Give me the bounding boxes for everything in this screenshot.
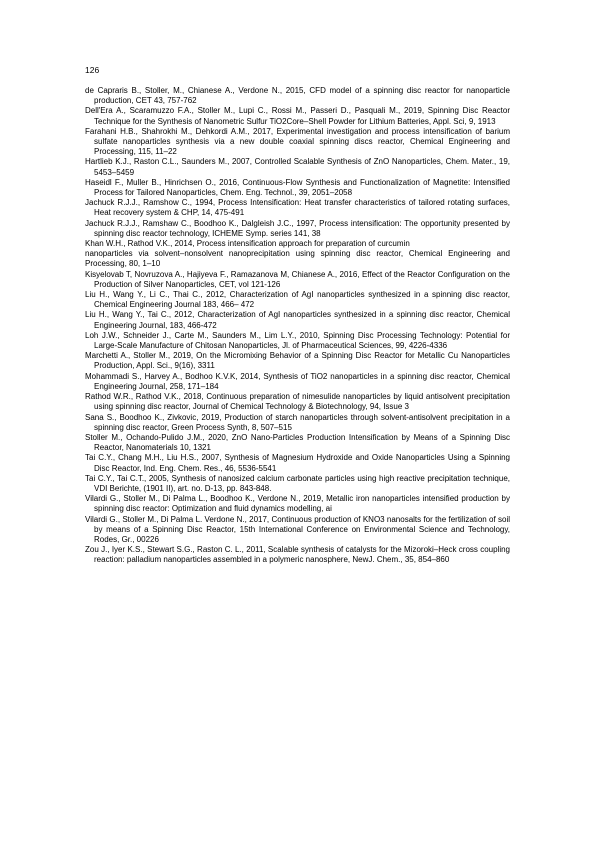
- reference-entry: Liu H., Wang Y., Li C., Thai C., 2012, Characterization of AgI nanoparticles synthesized in a spinning disc reactor, Chemical Engineering Journal 183, 466– 472: [85, 290, 510, 310]
- reference-entry: Stoller M., Ochando-Pulido J.M., 2020, ZnO Nano-Particles Production Intensification by Means of a Spinning Disc Reactor, Nanomaterials 10, 1321: [85, 432, 510, 453]
- reference-entry: Marchetti A., Stoller M., 2019, On the Micromixing Behavior of a Spinning Disc Reactor for Metallic Cu Nanoparticles Production, Appl. Sci., 9(16), 3311: [85, 351, 510, 371]
- reference-list: [85, 86, 510, 566]
- reference-entry: Rathod W.R., Rathod V.K., 2018, Continuous preparation of nimesulide nanoparticles by liquid antisolvent precipitation using spinning disc reactor, Journal of Chemical Technology & Biotechnology, 94, Issue 3: [85, 392, 510, 412]
- reference-entry: de Capraris B., Stoller, M., Chianese A., Verdone N., 2015, CFD model of a spinning disc reactor for nanoparticle production, CET 43, 757-762: [85, 86, 510, 106]
- reference-entry: nanoparticles via solvent–nonsolvent nanoprecipitation using spinning disc reactor, Chemical Engineering and Processing, 80, 1–10: [85, 249, 510, 269]
- reference-entry: Liu H., Wang Y., Tai C., 2012, Characterization of AgI nanoparticles synthesized in a spinning disc reactor, Chemical Engineering Journal, 183, 466-472: [85, 310, 510, 330]
- reference-entry: Sana S., Boodhoo K., Zivkovic, 2019, Production of starch nanoparticles through solvent-antisolvent precipitation in a spinning disc reactor, Green Process Synth, 8, 507–515: [85, 412, 510, 432]
- reference-entry: Hartlieb K.J., Raston C.L., Saunders M., 2007, Controlled Scalable Synthesis of ZnO Nanoparticles, Chem. Mater., 19, 5453–5459: [85, 157, 510, 177]
- reference-entry: Vilardi G., Stoller M., Di Palma L. Verdone N., 2017, Continuous production of KNO3 nanosalts for the fertilization of soil by means of a Spinning Disc Reactor, 15th International Conference on Environmental Science and Technology, Rodes, Gr., 00226: [85, 514, 510, 544]
- reference-entry: Zou J., Iyer K.S., Stewart S.G., Raston C. L., 2011, Scalable synthesis of catalysts for the Mizoroki–Heck cross coupling reaction: palladium nanoparticles assembled in a polymeric nanosphere, NewJ. Chem., 35, 854–860: [85, 545, 510, 565]
- reference-entry: Haseidl F., Muller B., Hinrichsen O., 2016, Continuous-Flow Synthesis and Functionalization of Magnetite: Intensified Process for Tailored Nanoparticles, Chem. Eng. Technol., 39, 2051–2058: [85, 177, 510, 198]
- reference-entry: Loh J.W., Schneider J., Carte M., Saunders M., Lim L.Y., 2010, Spinning Disc Processing Technology: Potential for Large-Scale Manufacture of Chitosan Nanoparticles, Jl. of Pharmaceutical Sciences, 99, 4226-4336: [85, 330, 510, 351]
- reference-entry: Khan W.H., Rathod V.K., 2014, Process intensification approach for preparation of curcumin: [85, 239, 410, 249]
- reference-entry: Tai C.Y., Tai C.T., 2005, Synthesis of nanosized calcium carbonate particles using high reactive precipitation technique, VDI Berichte, (1901 II), art. no. D-13, pp. 843-848.: [85, 473, 510, 493]
- reference-entry: Kisyelovab T, Novruzova A., Hajiyeva F., Ramazanova M, Chianese A., 2016, Effect of the Reactor Configuration on the Production of Silver Nanoparticles, CET, vol 121-126: [85, 269, 510, 289]
- reference-entry: Vilardi G., Stoller M., Di Palma L., Boodhoo K., Verdone N., 2019, Metallic iron nanoparticles intensified production by spinning disc reactor: Optimization and fluid dynamics modelling, ai: [85, 494, 510, 514]
- reference-entry: Dell'Era A., Scaramuzzo F.A., Stoller M., Lupi C., Rossi M., Passeri D., Pasquali M., 2019, Spinning Disc Reactor Technique for the Synthesis of Nanometric Sulfur TiO2Core–Shell Powder for Lithium Batteries, Appl. Sci, 9, 1913: [85, 106, 510, 126]
- reference-entry: Farahani H.B., Shahrokhi M., Dehkordi A.M., 2017, Experimental investigation and process intensification of barium sulfate nanoparticles synthesis via a new double coaxial spinning discs reactor, Chemical Engineering and Processing, 115, 11–22: [85, 126, 510, 157]
- reference-entry: Mohammadi S., Harvey A., Bodhoo K.V.K, 2014, Synthesis of TiO2 nanoparticles in a spinning disc reactor, Chemical Engineering Journal, 258, 171–184: [85, 371, 510, 391]
- reference-entry: Jachuck R.J.J., Ramshow C., 1994, Process Intensification: Heat transfer characteristics of tailored rotating surfaces, Heat recovery system & CHP, 14, 475-491: [85, 198, 510, 218]
- reference-entry: Tai C.Y., Chang M.H., Liu H.S., 2007, Synthesis of Magnesium Hydroxide and Oxide Nanoparticles Using a Spinning Disc Reactor, Ind. Eng. Chem. Res., 46, 5536-5541: [85, 453, 510, 473]
- page-number: 126: [85, 65, 100, 75]
- reference-entry: Jachuck R.J.J., Ramshaw C., Boodhoo K., Dalgleish J.C., 1997, Process intensification: The opportunity presented by spinning disc reactor technology, ICHEME Symp. series 141, 38: [85, 218, 510, 238]
